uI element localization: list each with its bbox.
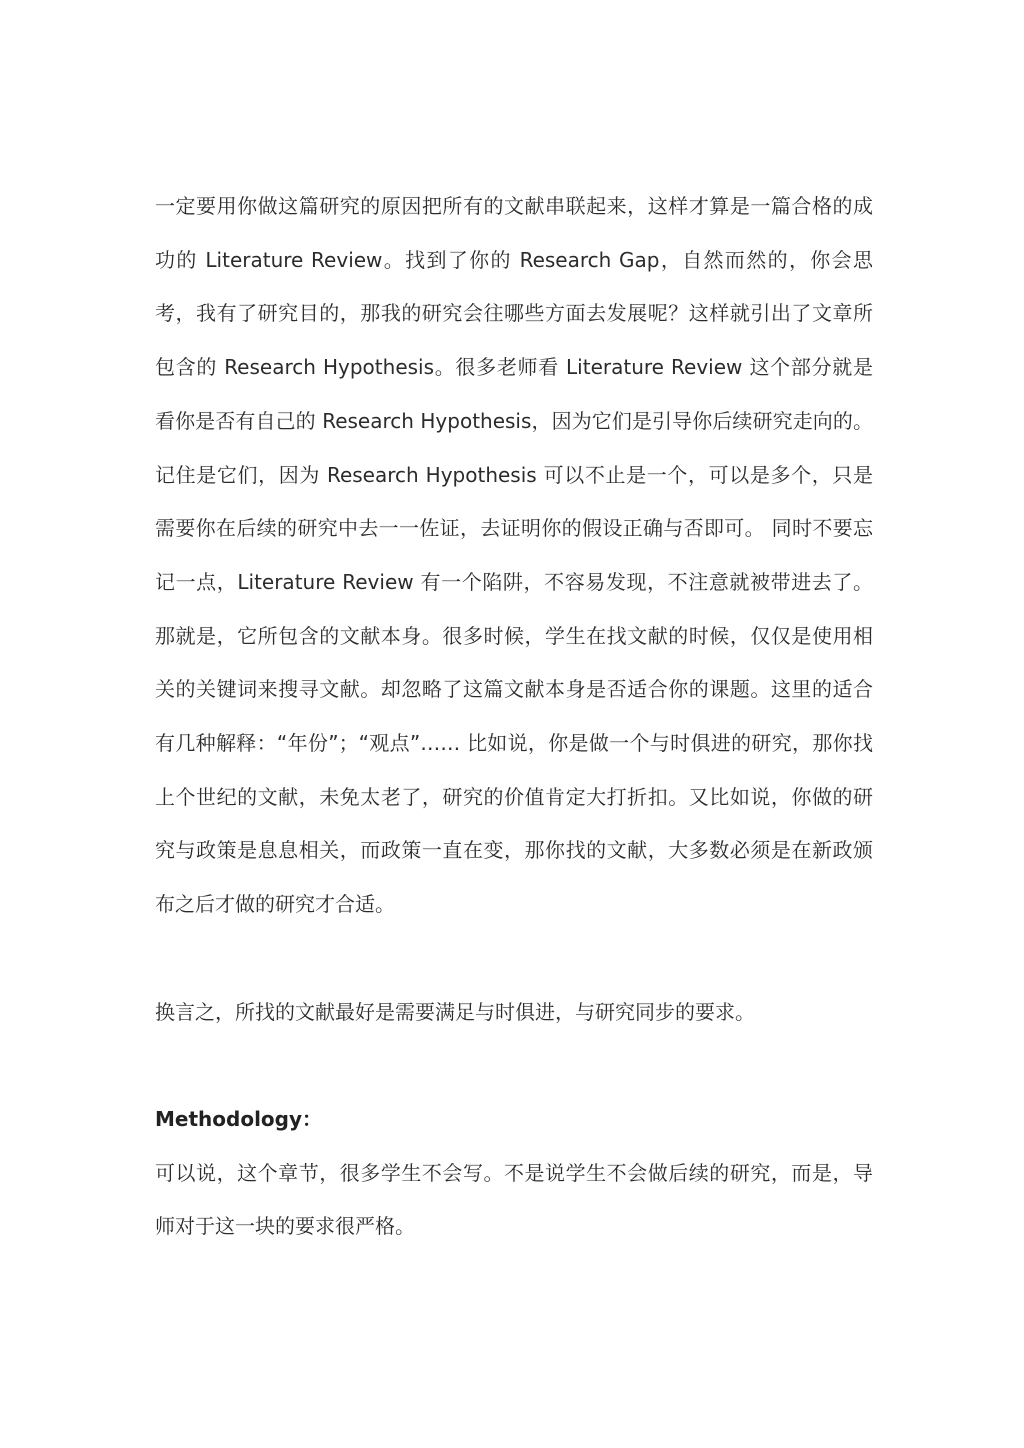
document-body	[155, 180, 873, 1254]
paragraph-methodology-intro: 可以说，这个章节，很多学生不会写。不是说学生不会做后续的研究，而是，导师对于这一块的要求很严格。	[155, 1160, 873, 1239]
paragraph-summary: 换言之，所找的文献最好是需要满足与时俱进，与研究同步的要求。	[155, 999, 755, 1024]
section-heading-methodology: Methodology：	[155, 1106, 323, 1131]
paragraph-literature-review: 一定要用你做这篇研究的原因把所有的文献串联起来，这样才算是一篇合格的成功的 Literature Review。找到了你的 Research Gap，自然而然的，你会思考，我有了研究目的，那我的研究会往哪些方面去发展呢？这样就引出了文章所包含的 Research Hypothesis。很多老师看 Literature Review 这个部分就是看你是否有自己的 Research Hypothesis，因为它们是引导你后续研究走向的。记住是它们，因为 Research Hypothesis 可以不止是一个，可以是多个，只是需要你在后续的研究中去一一佐证，去证明你的假设正确与否即可。 同时不要忘记一点，Literature Review 有一个陷阱，不容易发现，不注意就被带进去了。那就是，它所包含的文献本身。很多时候，学生在找文献的时候，仅仅是使用相关的关键词来搜寻文献。却忽略了这篇文献本身是否适合你的课题。这里的适合有几种解释：“年份”；“观点”…… 比如说，你是做一个与时俱进的研究，那你找上个世纪的文献，未免太老了，研究的价值肯定大打折扣。又比如说，你做的研究与政策是息息相关，而政策一直在变，那你找的文献，大多数必须是在新政颁布之后才做的研究才合适。	[155, 194, 873, 917]
